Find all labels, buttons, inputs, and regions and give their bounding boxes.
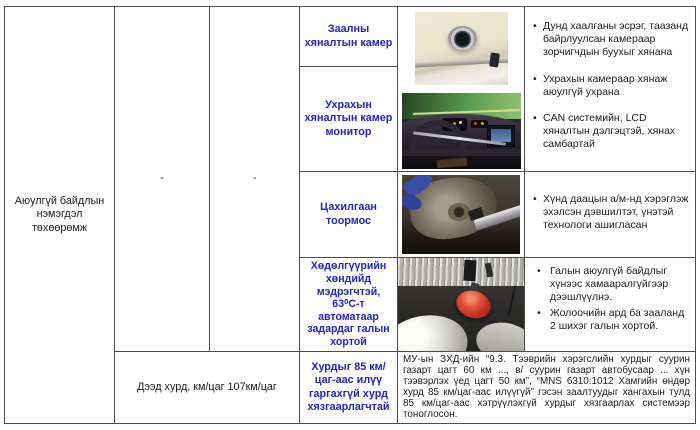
- note-text: Жолоочийн ард ба зааланд 2 шихэг галын хортой.: [550, 306, 685, 332]
- bullet-icon: •: [533, 112, 537, 125]
- bullet-icon: •: [537, 265, 541, 277]
- bullet-icon: •: [533, 20, 537, 32]
- fire-notes-cell: [525, 258, 695, 352]
- monitor-glass-shape: [491, 129, 511, 142]
- requirement-value: -: [160, 172, 164, 185]
- valve-shape: [463, 260, 476, 282]
- note-text: Ухрахын камераар хянаж аюулгүй ухрана: [543, 72, 668, 98]
- list-item: [537, 307, 689, 333]
- bullet-icon: •: [533, 193, 537, 205]
- list-item: [533, 193, 689, 233]
- speed-limiter-cell: [300, 352, 398, 423]
- list-item: [533, 20, 689, 60]
- note-text: Галын аюулгүй байдлыг хүнээс хамааралгүйгээр дээшлүүлнэ.: [550, 265, 669, 304]
- speed-limiter-label: Хурдыг 85 км/цаг-аас илүү гаргахгүй хурд хязгаарлагчтай: [307, 360, 390, 413]
- dashboard-monitor-photo: [402, 93, 521, 169]
- actual-cell: [210, 7, 300, 352]
- max-speed-label: Дээд хурд, км/цаг 107км/цаг: [137, 380, 277, 393]
- corrugated-panel-shape: [398, 258, 524, 286]
- feature-hall-camera-label: Заалны хяналтын камер: [304, 23, 393, 49]
- list-item: [533, 73, 689, 99]
- feature-electric-brake-label: Цахилгаан тоормос: [320, 201, 377, 227]
- camera-dome-shape: [448, 26, 477, 50]
- feature-electric-brake-cell: [300, 172, 398, 258]
- feature-hall-camera-cell: [300, 7, 398, 67]
- retarder-brake-photo: [402, 175, 520, 254]
- note-text: Хүнд даацын а/м-нд хэрэглэж эхэлсэн дэвшилтэт, үнэтэй технологи ашигласан: [543, 193, 689, 232]
- camera-photos-cell: [398, 7, 525, 172]
- regulation-cell: [398, 352, 695, 423]
- max-speed-cell: [115, 352, 300, 423]
- category-label: Аюулгүй байдлын нэмэгдэл төхөөрөмж: [14, 194, 105, 234]
- bullet-icon: •: [533, 72, 537, 85]
- note-text: CAN системийн, LCD хяналтын дэлгэцтэй, хянах самбартай: [543, 112, 676, 151]
- brake-photo-cell: [398, 172, 525, 258]
- button-leds-shape: [474, 122, 477, 125]
- feature-fire-extinguisher-label: Хөдөлгүүрийн хөндийд мэдрэгчтэй, 63⁰С-т автоматаар задардаг галын хортой: [307, 260, 390, 348]
- ceiling-dome-camera-photo: [415, 12, 508, 85]
- regulation-text: МУ-ын ЗХД-ийн “9.3. Тээврийн хэрэгслийн хурдыг суурин газарт цагт 60 км ..., в/ суурин газарт автобусаар ... хүн тээвэрлэх үед цагт 50 км”, “MNS 6310:1012 Хамгийн өндөр хурд 85 км/цаг-аас илүүгүй” гэсэн заалтуудыг хангахын тулд 85 км/цаг-аас хэтрүүлэхгүй хурдыг хязгаарлах системээр тоноглосон.: [403, 354, 690, 420]
- category-cell: [5, 7, 115, 423]
- actual-value: -: [252, 172, 257, 185]
- feature-rear-camera-cell: [300, 67, 398, 172]
- list-item: [533, 112, 689, 152]
- brake-notes-cell: [525, 172, 695, 258]
- engine-bay-fire-extinguisher-photo: [398, 258, 524, 351]
- red-extinguisher-dome-shape: [453, 287, 495, 323]
- feature-rear-camera-label: Ухрахын хяналтын камер монитор: [304, 98, 393, 138]
- wheel-spoke-shape: [419, 140, 447, 146]
- feature-fire-extinguisher-cell: [300, 258, 398, 352]
- bullet-icon: •: [537, 306, 541, 319]
- camera-notes-cell: [525, 7, 695, 172]
- wire-shape: [508, 286, 516, 316]
- engine-part-shape: [473, 318, 524, 351]
- fire-photo-cell: [398, 258, 525, 352]
- requirement-cell: [115, 7, 210, 352]
- note-text: Дунд хаалганы эсрэг, таазанд байрлуулсан камераар зорчигчдын буухыг хянана: [543, 20, 689, 59]
- list-item: [537, 265, 689, 305]
- safety-equipment-spec-table: [4, 6, 696, 424]
- rail-bracket-shape: [489, 52, 500, 67]
